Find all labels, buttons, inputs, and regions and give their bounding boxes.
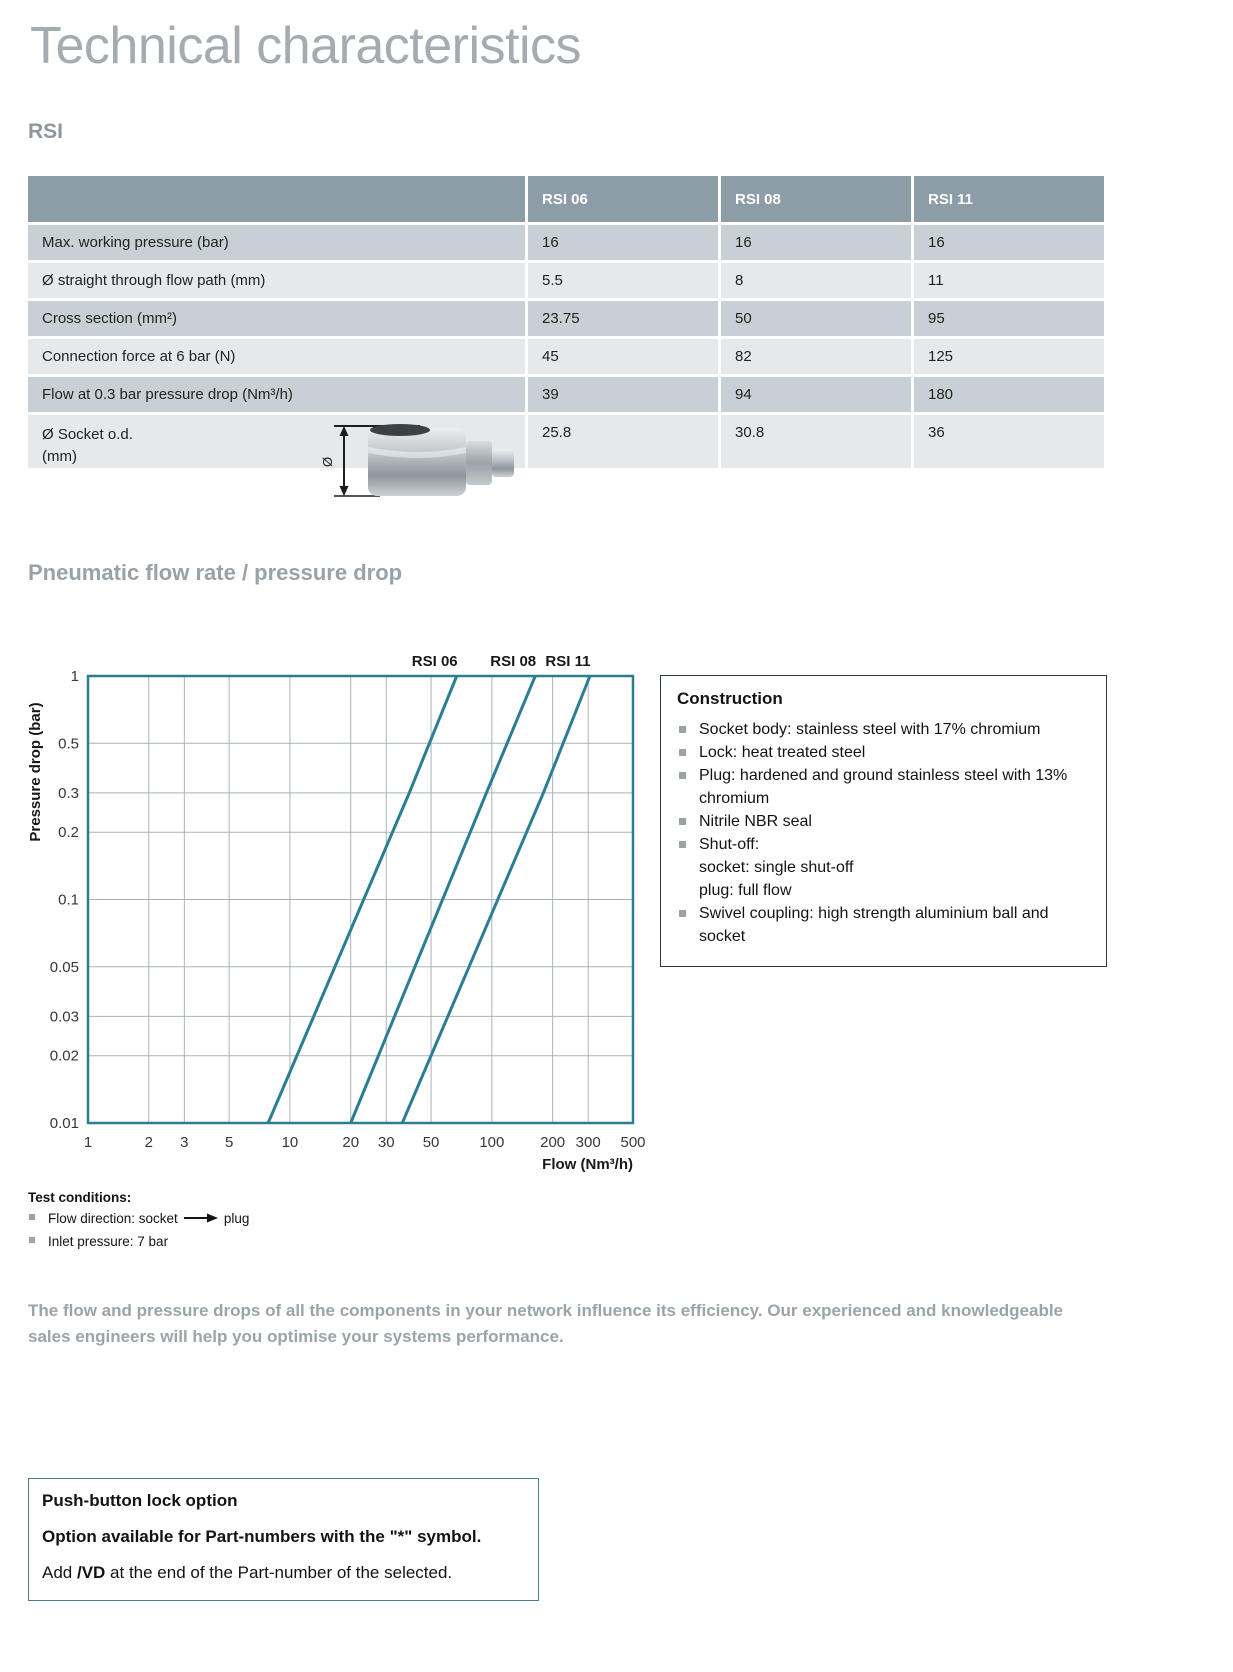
x-tick-label: 5 <box>224 1134 234 1151</box>
x-tick-label: 30 <box>377 1134 395 1151</box>
bullet-square-icon <box>679 841 686 848</box>
row-label: Ø straight through flow path (mm) <box>28 263 525 298</box>
table-row <box>28 339 1104 374</box>
x-tick-label: 2 <box>144 1134 153 1151</box>
x-tick-label: 3 <box>180 1134 189 1151</box>
bullet-square-icon <box>679 726 686 733</box>
test-conditions-item <box>28 1210 249 1229</box>
table-row <box>28 415 1104 468</box>
coupling-photo <box>320 417 525 501</box>
y-tick-label: 0.3 <box>58 784 79 802</box>
construction-item-text: Nitrile NBR seal <box>699 813 812 831</box>
add-line-post: at the end of the Part-number of the selected. <box>105 1563 453 1582</box>
row-label-socket-od <box>28 415 525 468</box>
spec-table-corner-cell <box>28 176 525 222</box>
y-tick-label: 0.1 <box>58 891 79 909</box>
construction-item <box>677 902 1090 948</box>
spec-table-col-rsi08: RSI 08 <box>721 176 911 222</box>
cell-value: 39 <box>528 377 718 412</box>
spec-table-col-rsi06: RSI 06 <box>528 176 718 222</box>
spec-table <box>25 173 1107 471</box>
row-label-line1: Ø Socket o.d. <box>42 426 133 443</box>
cell-value: 30.8 <box>721 415 911 468</box>
cell-value: 16 <box>528 225 718 260</box>
flow-direction-target: plug <box>223 1211 250 1226</box>
flow-direction-text: Flow direction: socket <box>48 1211 178 1226</box>
y-tick-label: 0.5 <box>58 735 79 753</box>
construction-item <box>677 764 1090 810</box>
construction-item <box>677 833 1090 856</box>
construction-item-text: Socket body: stainless steel with 17% chromium <box>699 721 1041 738</box>
construction-item <box>677 879 1090 902</box>
right-arrow-icon <box>184 1213 218 1223</box>
y-tick-label: 0.05 <box>49 958 79 976</box>
construction-item-text: plug: full flow <box>699 882 792 900</box>
push-box-add-line <box>42 1563 525 1583</box>
y-tick-label: 0.03 <box>49 1008 79 1026</box>
test-conditions <box>28 1190 249 1256</box>
x-axis-label: Flow (Nm³/h) <box>542 1156 633 1173</box>
cell-value: 25.8 <box>528 415 718 468</box>
cell-value: 16 <box>721 225 911 260</box>
row-label: Cross section (mm²) <box>28 301 525 336</box>
construction-title: Construction <box>677 689 783 708</box>
chart-series-label: RSI 06 <box>411 653 458 670</box>
bullet-square-icon <box>679 910 686 917</box>
inlet-pressure-text: Inlet pressure: 7 bar <box>48 1233 169 1249</box>
spec-table-header-row <box>28 176 1104 222</box>
construction-item-text: Lock: heat treated steel <box>699 744 866 762</box>
page-title: Technical characteristics <box>30 17 582 75</box>
push-box-title: Push-button lock option <box>42 1491 238 1510</box>
chart-section-heading: Pneumatic flow rate / pressure drop <box>28 560 403 585</box>
x-tick-label: 300 <box>575 1134 601 1151</box>
construction-item-text: socket: single shut-off <box>699 859 854 877</box>
y-axis-label: Pressure drop (bar) <box>27 702 44 842</box>
table-row <box>28 301 1104 336</box>
x-tick-label: 10 <box>281 1134 299 1151</box>
construction-item <box>677 741 1090 764</box>
construction-item <box>677 810 1090 833</box>
cell-value: 95 <box>914 301 1104 336</box>
y-tick-label: 0.2 <box>58 824 79 842</box>
section-heading-rsi: RSI <box>28 120 64 143</box>
x-tick-label: 1 <box>83 1134 93 1151</box>
row-label: Max. working pressure (bar) <box>28 225 525 260</box>
construction-item <box>677 856 1090 879</box>
bullet-square-icon <box>679 818 686 825</box>
cell-value: 125 <box>914 339 1104 374</box>
bullet-square-icon <box>679 749 686 756</box>
x-tick-label: 200 <box>540 1134 566 1151</box>
cell-value: 5.5 <box>528 263 718 298</box>
x-tick-label: 20 <box>342 1134 360 1151</box>
bullet-square-icon <box>679 772 686 779</box>
construction-item-text: Plug: hardened and ground stainless steel with 13% chromium <box>699 767 1068 808</box>
bullet-square-icon <box>29 1237 35 1243</box>
x-tick-label: 500 <box>620 1134 646 1151</box>
y-tick-label: 0.01 <box>49 1115 79 1132</box>
dimension-label: Ø <box>320 456 335 467</box>
construction-box <box>660 675 1107 967</box>
table-row <box>28 225 1104 260</box>
push-box-option-line: Option available for Part-numbers with the "*" symbol. <box>42 1527 482 1546</box>
push-button-lock-box <box>28 1478 539 1601</box>
construction-item-text: Shut-off: <box>699 836 760 854</box>
x-tick-label: 50 <box>422 1134 440 1151</box>
cell-value: 82 <box>721 339 911 374</box>
construction-item <box>677 718 1090 741</box>
x-tick-label: 100 <box>479 1134 505 1151</box>
cell-value: 50 <box>721 301 911 336</box>
test-conditions-title: Test conditions: <box>28 1190 132 1205</box>
bullet-square-icon <box>29 1214 35 1220</box>
add-line-code: /VD <box>76 1563 106 1582</box>
chart-series-label: RSI 08 <box>490 653 537 670</box>
row-label-line2: (mm) <box>42 447 77 465</box>
y-tick-label: 0.02 <box>49 1047 79 1065</box>
cell-value: 94 <box>721 377 911 412</box>
table-row <box>28 263 1104 298</box>
cell-value: 16 <box>914 225 1104 260</box>
note-paragraph: The flow and pressure drops of all the components in your network influence its efficiency. Our experienced and knowledgeable sales engineers will help you optimise your systems performance. <box>28 1301 1064 1346</box>
y-tick-label: 1 <box>70 668 79 685</box>
flow-pressure-chart <box>0 630 660 1190</box>
test-conditions-item <box>28 1233 249 1252</box>
cell-value: 180 <box>914 377 1104 412</box>
table-row <box>28 377 1104 412</box>
cell-value: 23.75 <box>528 301 718 336</box>
chart-series-label: RSI 11 <box>545 653 591 670</box>
add-line-pre: Add <box>42 1563 77 1582</box>
row-label: Flow at 0.3 bar pressure drop (Nm³/h) <box>28 377 525 412</box>
spec-table-col-rsi11: RSI 11 <box>914 176 1104 222</box>
cell-value: 8 <box>721 263 911 298</box>
coupling-body <box>368 424 514 496</box>
cell-value: 45 <box>528 339 718 374</box>
cell-value: 11 <box>914 263 1104 298</box>
construction-item-text: Swivel coupling: high strength aluminium ball and socket <box>699 905 1049 946</box>
cell-value: 36 <box>914 415 1104 468</box>
row-label: Connection force at 6 bar (N) <box>28 339 525 374</box>
